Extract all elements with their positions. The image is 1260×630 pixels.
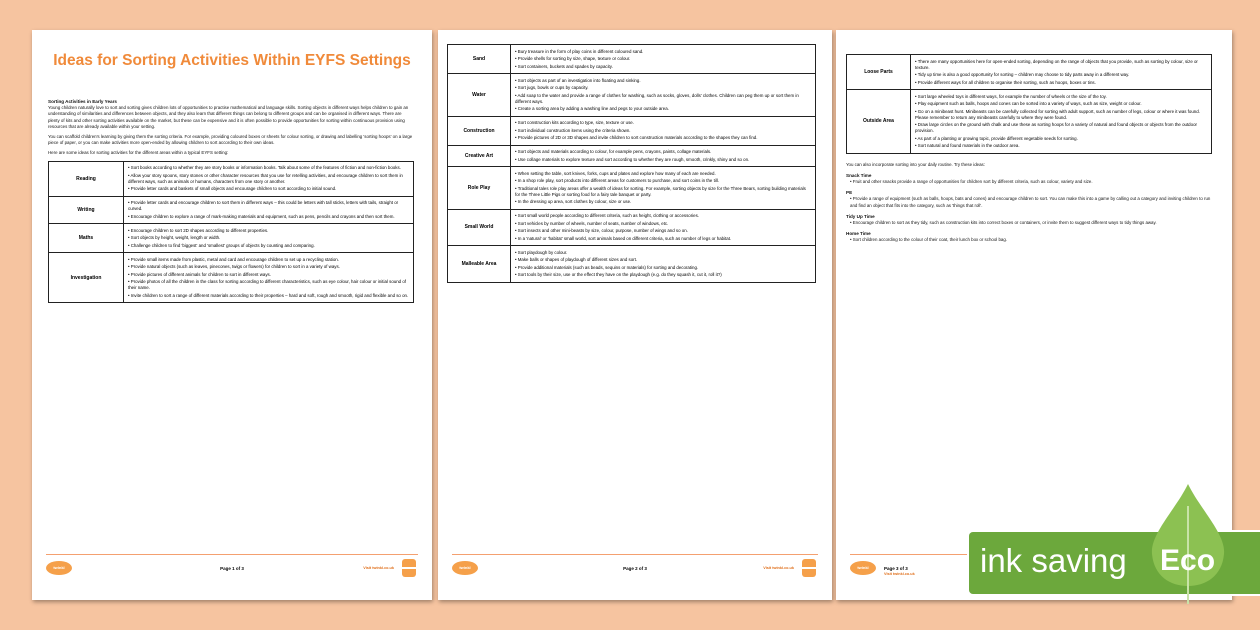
routine-heading: Tidy Up Time <box>846 213 875 219</box>
table-row <box>448 246 816 283</box>
list-item: • Traditional tales role play areas offer a wealth of ideas for sorting. For example, sorting objects by size for the Three Bears, sorting building materials for the Three Little Pigs or sorting food for a fairy tale banquet or party. <box>515 186 811 198</box>
area-label: Role Play <box>448 167 511 210</box>
list-item: • Use collage materials to explore texture and sort according to whether they are rough, smooth, crinkly, shiny and so on. <box>515 157 811 163</box>
routine-item: • Sort children according to the colour of their coat, their lunch box or school bag. <box>850 237 1008 243</box>
table-row <box>448 45 816 74</box>
area-label: Maths <box>49 224 124 253</box>
activities-table <box>48 161 414 304</box>
page-number: Page 3 of 3 <box>884 566 908 571</box>
area-label: Loose Parts <box>847 55 911 90</box>
list-item: • Provide different ways for all children to organise their sorting, such as hoops, boxes or tins. <box>915 80 1207 86</box>
list-item: • Sort insects and other mini-beasts by size, colour, purpose, number of wings and so on. <box>515 228 811 234</box>
page-footer <box>46 554 418 580</box>
ideas-cell <box>124 224 414 253</box>
ideas-cell <box>511 209 816 246</box>
routine-item: • Fruit and other snacks provide a range of opportunities for children sort by different criteria, such as colour, variety and size. <box>850 178 1093 184</box>
list-item: • Sort construction kits according to type, size, texture or use. <box>515 120 811 126</box>
list-item: • Sort playdough by colour. <box>515 250 811 256</box>
list-item: • Provide additional materials (such as beads, sequins or materials) for sorting and decorating. <box>515 265 811 271</box>
site-link[interactable]: Visit twinkl.co.uk <box>763 566 794 570</box>
ideas-cell <box>911 90 1212 154</box>
list-item: • Sort jugs, bowls or cups by capacity. <box>515 85 811 91</box>
table-row <box>448 167 816 210</box>
area-label: Reading <box>49 161 124 196</box>
table-row <box>49 161 414 196</box>
list-item: • Sort small world people according to different criteria, such as height, clothing or accessories. <box>515 213 811 219</box>
ideas-cell <box>124 161 414 196</box>
list-item: • Tidy up time is also a good opportunity for sorting – children may choose to tidy parts away in a different way. <box>915 72 1207 78</box>
list-item: • Draw large circles on the ground with chalk and use these as sorting hoops for a variety of natural and found objects or objects from the outdoor provision. <box>915 122 1207 134</box>
page-2 <box>438 30 832 600</box>
intro-paragraph: Young children naturally love to sort and sorting gives children lots of opportunities to practise mathematical and language skills. Sorting objects in different ways helps children to gain an understanding of similarities and differences between objects, and they also learn that different things can belong to different groups and can be organised in different ways. There are plenty of kits and other sorting activities available on the market, but these can be expensive and it is often possible to provide opportunities for sorting within continuous provision using resources that are already available within your setting. <box>48 105 409 129</box>
list-item: • Provide letter cards and encourage children to sort them in different ways – this could be letters with tall sticks, letters with tails, straight or curved. <box>128 200 409 212</box>
list-item: • Sort containers, buckets and spades by capacity. <box>515 64 811 70</box>
list-item: • In the dressing up area, sort clothes by colour, size or use. <box>515 199 811 205</box>
page-number: Page 1 of 3 <box>220 566 244 571</box>
ink-saving-label: ink saving <box>980 542 1127 579</box>
routine-item: • Encourage children to sort as they tidy, such as construction kits into correct boxes or containers, or invite them to suggest different ways to tidy things away. <box>850 219 1157 225</box>
list-item: • Provide shells for sorting by size, shape, texture or colour. <box>515 56 811 62</box>
routine-intro: You can also incorporate sorting into your daily routine. Try these ideas: <box>846 161 985 167</box>
quality-mark-icon <box>402 559 416 577</box>
table-row <box>49 196 414 224</box>
list-item: • Sort objects as part of an investigation into floating and sinking. <box>515 78 811 84</box>
twinkl-logo: twinkl <box>46 561 72 575</box>
list-item: • Provide pictures of different animals for children to sort in different ways. <box>128 272 409 278</box>
table-row <box>49 224 414 253</box>
routine-heading: PE <box>846 190 853 196</box>
list-item: • In a shop role play, sort products into different areas for customers to purchase, and sort coins in the till. <box>515 178 811 184</box>
area-label: Sand <box>448 45 511 74</box>
ideas-cell <box>124 196 414 224</box>
area-label: Malleable Area <box>448 246 511 283</box>
ideas-cell <box>511 116 816 145</box>
list-item: • Bury treasure in the form of play coins in different coloured sand. <box>515 49 811 55</box>
ideas-cell <box>511 74 816 117</box>
activities-table <box>846 54 1212 154</box>
list-item: • Sort vehicles by number of wheels, number of seats, number of windows, etc. <box>515 221 811 227</box>
area-label: Construction <box>448 116 511 145</box>
list-item: • Sort individual construction items using the criteria shown. <box>515 128 811 134</box>
site-link[interactable]: Visit twinkl.co.uk <box>884 572 915 576</box>
list-item: • Provide letter cards and baskets of small objects and encourage children to sort according to initial sound. <box>128 186 409 192</box>
area-label: Outside Area <box>847 90 911 154</box>
table-row <box>448 74 816 117</box>
list-item: • Add soap to the water and provide a range of clothes for washing, such as socks, gloves, dolls' clothes. Children can peg them up or sort them in different ways. <box>515 93 811 105</box>
intro-heading: Sorting Activities in Early Years <box>48 99 117 104</box>
list-item: • Sort books according to whether they are story books or information books. Talk about some of the features of fiction and non-fiction books. <box>128 165 409 171</box>
table-row <box>448 145 816 167</box>
list-item: • As part of a planting or growing topic, provide different vegetable seeds for sorting. <box>915 136 1207 142</box>
ideas-cell <box>511 145 816 167</box>
list-item: • When setting the table, sort knives, forks, cups and plates and explore how many of each are needed. <box>515 171 811 177</box>
list-item: • Provide natural objects (such as leaves, pinecones, twigs or flowers) for children to sort in a variety of ways. <box>128 264 409 270</box>
list-item: • Make balls or shapes of playdough of different sizes and sort. <box>515 257 811 263</box>
twinkl-logo: twinkl <box>850 561 876 575</box>
page-footer <box>452 554 818 580</box>
list-item: • Sort large wheeled toys in different ways, for example the number of wheels or the size of the toy. <box>915 94 1207 100</box>
list-item: • Sort tools by their size, use or the effect they have on the playdough (e.g. do they squash it, cut it, roll it?) <box>515 272 811 278</box>
list-item: • Allow your story spoons, story stones or other character resources that you use for retelling activities, and encourage children to sort them in different ways, such as animals or humans, characters from one story or another. <box>128 173 409 185</box>
routine-item: • Provide a range of equipment (such as balls, hoops, bats and cones) and encourage children to sort. You can make this into a game by calling out a category and inviting children to run and find an object that fits into the category, such as 'things that roll'. <box>850 196 1211 208</box>
intro-paragraph: Here are some ideas for sorting activities for the different areas within a typical EYFS setting: <box>48 150 229 156</box>
page-number: Page 2 of 3 <box>623 566 647 571</box>
list-item: • Sort objects by height, weight, length or width. <box>128 235 409 241</box>
list-item: • Sort objects and materials according to colour, for example pens, crayons, paints, collage materials. <box>515 149 811 155</box>
list-item: • Challenge children to find 'biggest' and 'smallest' groups of objects by counting and comparing. <box>128 243 409 249</box>
list-item: • Sort natural and found materials in the outdoor area. <box>915 143 1207 149</box>
ideas-cell <box>511 246 816 283</box>
routine-heading: Snack Time <box>846 172 872 178</box>
list-item: • Provide pictures of 2D or 3D shapes and invite children to sort construction materials according to the shapes they can find. <box>515 135 811 141</box>
list-item: • Encourage children to explore a range of mark-making materials and equipment, such as pens, pencils and crayons and then sort them. <box>128 214 409 220</box>
table-row <box>448 209 816 246</box>
table-row <box>448 116 816 145</box>
activities-table <box>447 44 816 283</box>
list-item: • There are many opportunities here for open-ended sorting, depending on the range of objects that you provide, such as sorting by colour, size or texture. <box>915 59 1207 71</box>
area-label: Writing <box>49 196 124 224</box>
ideas-cell <box>911 55 1212 90</box>
intro-paragraph: You can scaffold children's learning by giving them the sorting criteria. For example, providing coloured boxes or sheets for colour sorting, or drawing and labelling 'sorting hoops' on a large piece of paper, or you can make activities more open-ended by allowing children to sort according to their own ideas. <box>48 134 413 146</box>
quality-mark-icon <box>802 559 816 577</box>
page-1 <box>32 30 432 600</box>
routine-heading: Home Time <box>846 231 871 237</box>
table-row <box>49 253 414 303</box>
ideas-cell <box>511 45 816 74</box>
eco-label: Eco <box>1160 544 1216 577</box>
list-item: • Create a sorting area by adding a washing line and pegs to your outside area. <box>515 106 811 112</box>
area-label: Creative Art <box>448 145 511 167</box>
area-label: Water <box>448 74 511 117</box>
list-item: • Provide small items made from plastic, metal and card and encourage children to set up a recycling station. <box>128 257 409 263</box>
ideas-cell <box>511 167 816 210</box>
list-item: • Encourage children to sort 2D shapes according to different properties. <box>128 228 409 234</box>
twinkl-logo: twinkl <box>452 561 478 575</box>
area-label: Small World <box>448 209 511 246</box>
document-title: Ideas for Sorting Activities Within EYFS Settings <box>53 52 411 69</box>
list-item: • Invite children to sort a range of different materials according to their properties – hard and soft, rough and smooth, rigid and flexible and so on. <box>128 293 409 299</box>
list-item: • Play equipment such as balls, hoops and cones can be sorted into a variety of ways, such as size, weight or colour. <box>915 101 1207 107</box>
area-label: Investigation <box>49 253 124 303</box>
list-item: • Provide photos of all the children in the class for sorting according to different characteristics, such as eye colour, hair colour or initial sound of their name. <box>128 279 409 291</box>
ideas-cell <box>124 253 414 303</box>
list-item: • In a 'natural' or 'habitat' small world, sort animals based on different criteria, such as number of legs or habitat. <box>515 236 811 242</box>
list-item: • Go on a minibeast hunt. Minibeasts can be carefully collected for sorting with adult support, such as number of legs, colour or where it was found. Please remember to return any minibeasts carefully to where they were found. <box>915 109 1207 121</box>
table-row <box>847 55 1212 90</box>
table-row <box>847 90 1212 154</box>
site-link[interactable]: Visit twinkl.co.uk <box>363 566 394 570</box>
